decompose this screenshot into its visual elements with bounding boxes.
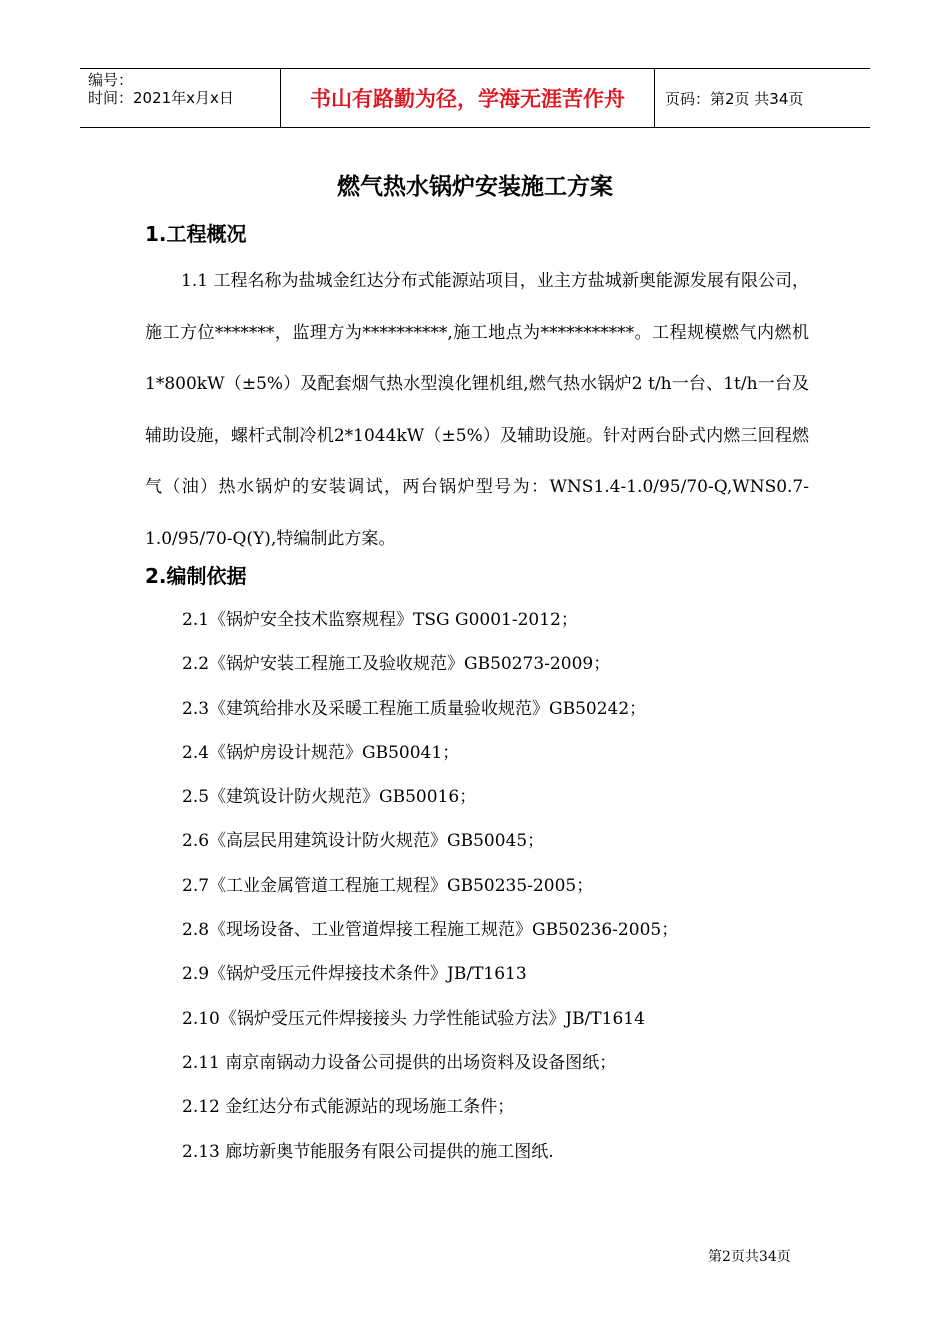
page-footer: 第2页共34页 — [708, 1249, 791, 1265]
reference-item: 2.1《锅炉安全技术监察规程》TSG G0001-2012； — [182, 610, 578, 630]
reference-item: 2.5《建筑设计防火规范》GB50016； — [182, 787, 477, 808]
reference-item: 2.13 廊坊新奥节能服务有限公司提供的施工图纸. — [182, 1141, 554, 1162]
reference-item: 2.4《锅炉房设计规范》GB50041； — [182, 742, 460, 763]
header-motto: 书山有路勤为径，学海无涯苦作舟 — [281, 69, 655, 127]
section1-heading: 1.工程概况 — [145, 222, 247, 246]
section1-paragraph-text: 1.1 工程名称为盐城金红达分布式能源站项目，业主方盐城新奥能源发展有限公司，施工方位*******，监理方为**********,施工地点为***********。工程规模燃气内燃机1*800kW（±5%）及配套烟气热水型溴化锂机组,燃气热水锅炉2 t/h一台、1t/h一台及辅助设施，螺杆式制冷机2*1044kW（±5%）及辅助设施。针对两台卧式内燃三回程燃气（油）热水锅炉的安装调试，两台锅炉型号为：WNS1.4-1.0/95/70-Q,WNS0.7-1.0/95/70-Q(Y),特编制此方案。 — [145, 271, 809, 549]
document-title: 燃气热水锅炉安装施工方案 — [337, 174, 613, 200]
reference-item: 2.7《工业金属管道工程施工规程》GB50235-2005； — [182, 875, 594, 896]
reference-item: 2.8《现场设备、工业管道焊接工程施工规范》GB50236-2005； — [182, 920, 679, 941]
header-time-label: 时间：2021年x月x日 — [88, 89, 234, 107]
reference-item: 2.6《高层民用建筑设计防火规范》GB50045； — [182, 831, 545, 852]
reference-item: 2.10《锅炉受压元件焊接接头 力学性能试验方法》JB/T1614 — [182, 1008, 645, 1029]
reference-item: 2.12 金红达分布式能源站的现场施工条件； — [182, 1097, 515, 1118]
reference-item: 2.9《锅炉受压元件焊接技术条件》JB/T1613 — [182, 964, 527, 985]
header-number-label: 编号： — [88, 71, 134, 89]
page-header — [80, 68, 870, 128]
reference-list — [182, 598, 678, 1174]
header-page-label: 页码：第2页 共34页 — [665, 89, 804, 108]
reference-item: 2.2《锅炉安装工程施工及验收规范》GB50273-2009； — [182, 654, 611, 675]
reference-item: 2.11 南京南锅动力设备公司提供的出场资料及设备图纸； — [182, 1052, 617, 1073]
section2-heading: 2.编制依据 — [145, 564, 247, 588]
section1-paragraph — [145, 256, 809, 565]
header-meta — [80, 69, 281, 127]
reference-item: 2.3《建筑给排水及采暖工程施工质量验收规范》GB50242； — [182, 698, 647, 719]
